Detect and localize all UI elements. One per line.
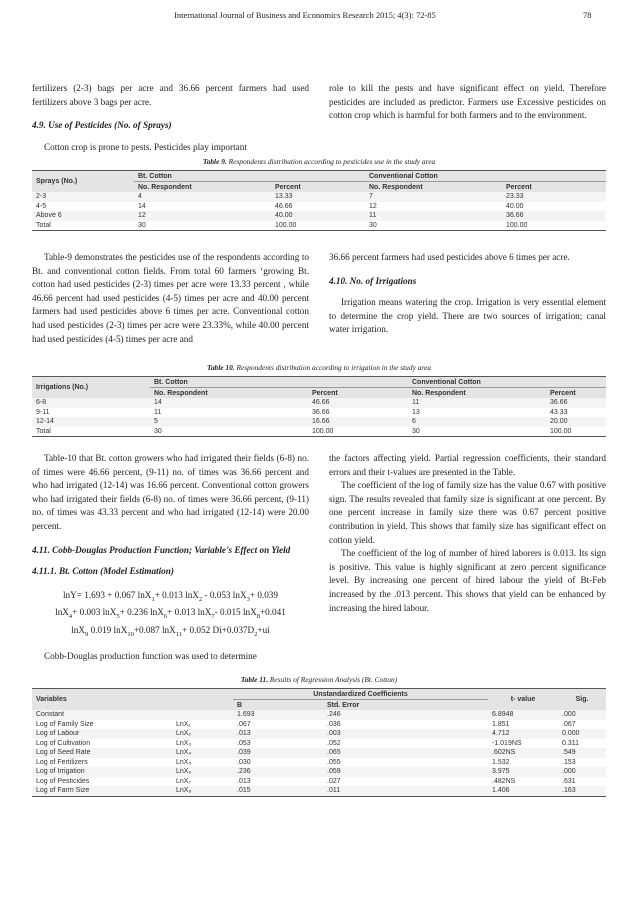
table-cell: 1.851 [488,720,558,730]
paragraph: Table-9 demonstrates the pesticides use of the respondents according to Bt. and conventional cotton fields. From total 60 farmers ‘growing Bt. cotton had used pesticides (2-3) times per acre were 13.33 percent , while 46.66 percent had used pesticides (4-5) times per acre and 40.00 percent farmers had used pesticides above 6 times per acre. Conventional cotton had used pesticides (2-3) times per acre were 23.33%, while 40.00 percent had used pesticides (4-5) times per acre and [32,252,309,344]
table-cell: .246 [323,710,488,720]
table-cell: 46.66 [271,202,365,212]
table-cell: .065 [323,748,488,758]
table-cell: 36.66 [546,398,606,408]
table-cell: .000 [558,710,606,720]
subscript: 5 [116,613,120,620]
table-cell: Above 6 [32,211,134,221]
table-cell: .039 [233,748,323,758]
table-cell: .549 [558,748,606,758]
table-9-row [32,211,606,221]
table-cell: 1.693 [233,710,323,720]
table-cell: .000 [558,767,606,777]
table-cell: 11 [150,408,308,418]
paragraph: role to kill the pests and have significant effect on yield. Therefore pesticides are included as predictor. Farmers use Excessive pesticides on cotton crop which is harmful for both farmers and to the environment. [329,83,606,121]
table-11-col-sig: Sig. [558,689,606,711]
table-11-row [32,739,606,749]
equation-term: lnX [55,607,69,618]
paragraph: the factors affecting yield. Partial regression coefficients, their standard errors and their t-values are presented in the Table. [329,453,606,477]
table-10-col-respondent: No. Respondent [408,388,546,399]
table-cell: 30 [134,221,271,231]
table-cell: 14 [150,398,308,408]
table-cell: LnX₅ [172,758,233,768]
table-cell: 30 [408,427,546,437]
table-cell: .153 [558,758,606,768]
table-cell: 43.33 [546,408,606,418]
table-9-col-respondent: No. Respondent [365,182,502,193]
table-cell: 12 [134,211,271,221]
table-11-row [32,758,606,768]
page-header [0,10,638,24]
table-9-row [32,192,606,202]
regression-equation [32,589,309,641]
table-9-row-header: Sprays (No.) [32,171,134,193]
table-10-col-percent: Percent [308,388,408,399]
table-cell: Log of Pesticides [32,777,172,787]
right-column-top [329,82,606,123]
left-column-bottom [32,452,309,664]
paragraph: Table-10 that Bt. cotton growers who had irrigated their fields (6-8) no. of times were 46.66 percent, (9-11) no. of times was 36.66 percent and who had irrigated (12-14) was 16.66 percent. Conventional cotton growers who had irrigated their fields (6-8) no. of times were 36.66 percent, (9-11) no. of times was 43.33 percent and who had irrigated (12-14) were 20.00 percent. [32,453,309,531]
table-cell: .013 [233,777,323,787]
table-cell: Log of Irrigation [32,767,172,777]
table-9-group-bt: Bt. Cotton [134,171,365,182]
table-cell: 14 [134,202,271,212]
equation-term: + 0.236 lnX [119,607,164,618]
equation-term: + 0.039 [249,589,278,600]
table-10-row [32,398,606,408]
paragraph: The coefficient of the log of family size has the value 0.67 with positive sign. The results revealed that family size is significant at one percent. By one percent increase in family size there was 0.67 percent positive contribution in yield. This shows that family size has significant effect on cotton yield. [329,480,606,545]
table-9-label: Table 9. [202,157,227,166]
table-cell: .482NS [488,777,558,787]
table-cell: 6 [408,417,546,427]
table-11-row [32,786,606,796]
table-cell: LnX₃ [172,739,233,749]
right-column-bottom [329,452,606,615]
table-10-caption [0,363,638,372]
table-cell: 11 [365,211,502,221]
equation-term: 0.019 lnX [88,624,128,635]
table-cell: 46.66 [308,398,408,408]
subscript: 2 [254,630,258,638]
table-9 [32,170,606,231]
table-10 [32,376,606,437]
paragraph: The coefficient of the log of number of hired laborers is 0.013. Its sign is positive. This value is highly significant at zero percent significance level. By increasing one percent of hired labour the yield of Bt-Feb increased by the .013 percent. This shows that yield can be enhanced by increasing the hired labour. [329,548,606,613]
table-9-col-percent: Percent [502,182,606,193]
table-cell: 9-11 [32,408,150,418]
table-cell: Log of Family Size [32,720,172,730]
left-column-middle [32,251,309,346]
subscript: 10 [127,630,134,638]
table-cell: Log of Fertilizers [32,758,172,768]
table-cell: 40.00 [271,211,365,221]
left-column-top [32,82,309,154]
table-cell: 1.532 [488,758,558,768]
table-cell: -1.019NS [488,739,558,749]
table-cell: .631 [558,777,606,787]
subscript: 1 [151,595,155,603]
table-cell: .236 [233,767,323,777]
table-11-col-t-value: t- value [488,689,558,711]
table-cell: .067 [558,720,606,730]
table-cell: 11 [408,398,546,408]
table-10-row-header: Irrigations (No.) [32,377,150,399]
table-11-caption-text: Results of Regression Analysis (Bt. Cotton) [268,675,398,684]
table-cell [172,710,233,720]
table-9-row [32,202,606,212]
equation-term: - 0.053 lnX [202,589,247,600]
table-cell: 13.33 [271,192,365,202]
table-cell: .011 [323,786,488,796]
subscript: 7 [211,613,215,620]
table-cell: 6-8 [32,398,150,408]
table-10-row [32,427,606,437]
subscript: 4 [68,613,73,620]
equation-term: + 0.013 lnX [154,589,199,600]
table-9-col-percent: Percent [271,182,365,193]
paragraph: Cotton crop is prone to pests. Pesticides play important [44,141,247,152]
equation-term: - 0.015 lnX [214,607,257,618]
subscript: 2 [198,595,203,603]
equation-term: +0.087 lnX [133,624,176,635]
equation-term: + 0.013 lnX [167,607,212,618]
equation-term: +0.041 [259,607,286,618]
table-cell: LnX₁ [172,720,233,730]
right-column-middle [329,251,606,337]
table-cell: Total [32,427,150,437]
subscript: 9 [85,630,89,638]
equation-term: + 0.052 Di+0.037D [182,624,255,635]
table-cell: Total [32,221,134,231]
subscript: 3 [246,595,250,603]
table-cell: .030 [233,758,323,768]
section-heading-4-10: 4.10. No. of Irrigations [329,275,417,286]
table-cell: 36.66 [502,211,606,221]
table-cell: .059 [323,767,488,777]
equation-term: + 0.003 lnX [72,607,117,618]
table-10-row [32,408,606,418]
table-11-caption [0,675,638,684]
table-cell: 100.00 [308,427,408,437]
table-11-row [32,729,606,739]
table-cell: 6.8948 [488,710,558,720]
table-cell: .067 [233,720,323,730]
table-11-col-unstandardized: Unstandardized Coefficients [233,689,488,700]
table-cell: 7 [365,192,502,202]
paragraph: 36.66 percent farmers had used pesticides above 6 times per acre. [329,252,570,262]
table-11-row [32,710,606,720]
table-10-label: Table 10. [207,363,235,372]
table-cell: 4 [134,192,271,202]
subscript: 6 [163,613,168,620]
table-cell: LnX₇ [172,777,233,787]
table-cell: 30 [365,221,502,231]
table-cell: 4-5 [32,202,134,212]
table-cell: 1.406 [488,786,558,796]
table-cell: .027 [323,777,488,787]
table-cell: 40.00 [502,202,606,212]
table-10-caption-text: Respondents distribution according to irrigation in the study area [234,363,431,372]
table-9-caption-text: Respondents distribution according to pesticides use in the study area [226,157,436,166]
table-cell: Log of Cultivation [32,739,172,749]
table-cell: 0.000 [558,729,606,739]
table-cell: 2-3 [32,192,134,202]
table-10-col-percent: Percent [546,388,606,399]
table-cell: Log of Labour [32,729,172,739]
table-10-row [32,417,606,427]
table-cell: LnX₈ [172,786,233,796]
equation-line [32,606,309,623]
paragraph: Irrigation means watering the crop. Irrigation is very essential element to determine the crop yield. There are two sources of irrigation; canal water irrigation. [329,297,606,335]
table-cell: 0.311 [558,739,606,749]
journal-title: International Journal of Business and Economics Research 2015; 4(3): 72-85 [174,10,436,20]
paragraph: Cobb-Douglas production function was used to determine [44,651,257,662]
table-11-col-b: B [233,700,323,711]
table-11-label: Table 11. [240,675,269,684]
paragraph: fertilizers (2-3) bags per acre and 36.66 percent farmers had used fertilizers above 3 bags per acre. [32,83,309,107]
table-cell: Constant [32,710,172,720]
section-heading-4-11-1: 4.11.1. Bt. Cotton (Model Estimation) [32,566,174,577]
table-cell: LnX₆ [172,767,233,777]
table-cell: LnX₄ [172,748,233,758]
table-cell: 3.975 [488,767,558,777]
table-cell: 4.712 [488,729,558,739]
table-11-row [32,777,606,787]
table-cell: .015 [233,786,323,796]
table-cell: 36.66 [308,408,408,418]
table-cell: .003 [323,729,488,739]
table-11 [32,688,606,797]
table-cell: .602NS [488,748,558,758]
table-cell: LnX₂ [172,729,233,739]
table-11-row [32,748,606,758]
table-cell: .053 [233,739,323,749]
equation-line [32,589,309,606]
table-cell: .163 [558,786,606,796]
table-cell: 20.00 [546,417,606,427]
table-cell: 100.00 [546,427,606,437]
table-9-col-respondent: No. Respondent [134,182,271,193]
table-11-row [32,767,606,777]
table-cell: 13 [408,408,546,418]
subscript: 8 [256,613,260,620]
page-number: 78 [583,10,592,20]
table-cell: .013 [233,729,323,739]
table-11-col-std-error: Std. Error [323,700,488,711]
table-9-caption [0,157,638,166]
table-9-group-conventional: Conventional Cotton [365,171,606,182]
equation-line [32,624,309,641]
table-cell: 30 [150,427,308,437]
table-cell: 12-14 [32,417,150,427]
table-cell: 100.00 [502,221,606,231]
table-cell: 5 [150,417,308,427]
equation-term: lnY= 1.693 + 0.067 lnX [62,589,152,600]
section-heading-4-11: 4.11. Cobb-Douglas Production Function; Variable's Effect on Yield [32,544,291,555]
table-10-group-conventional: Conventional Cotton [408,377,606,388]
table-11-col-variables: Variables [32,689,233,711]
table-cell: 16.66 [308,417,408,427]
table-9-row [32,221,606,231]
table-cell: 12 [365,202,502,212]
table-cell: .052 [323,739,488,749]
table-10-group-bt: Bt. Cotton [150,377,408,388]
table-cell: .036 [323,720,488,730]
equation-term: lnX [71,624,86,635]
equation-term: +ui [257,624,270,635]
table-11-row [32,720,606,730]
table-10-col-respondent: No. Respondent [150,388,308,399]
table-cell: Log of Seed Rate [32,748,172,758]
table-cell: .055 [323,758,488,768]
table-cell: 23.33 [502,192,606,202]
subscript: 11 [175,630,183,638]
section-heading-4-9: 4.9. Use of Pesticides (No. of Sprays) [32,120,172,131]
table-cell: Log of Farm Size [32,786,172,796]
table-cell: 100.00 [271,221,365,231]
